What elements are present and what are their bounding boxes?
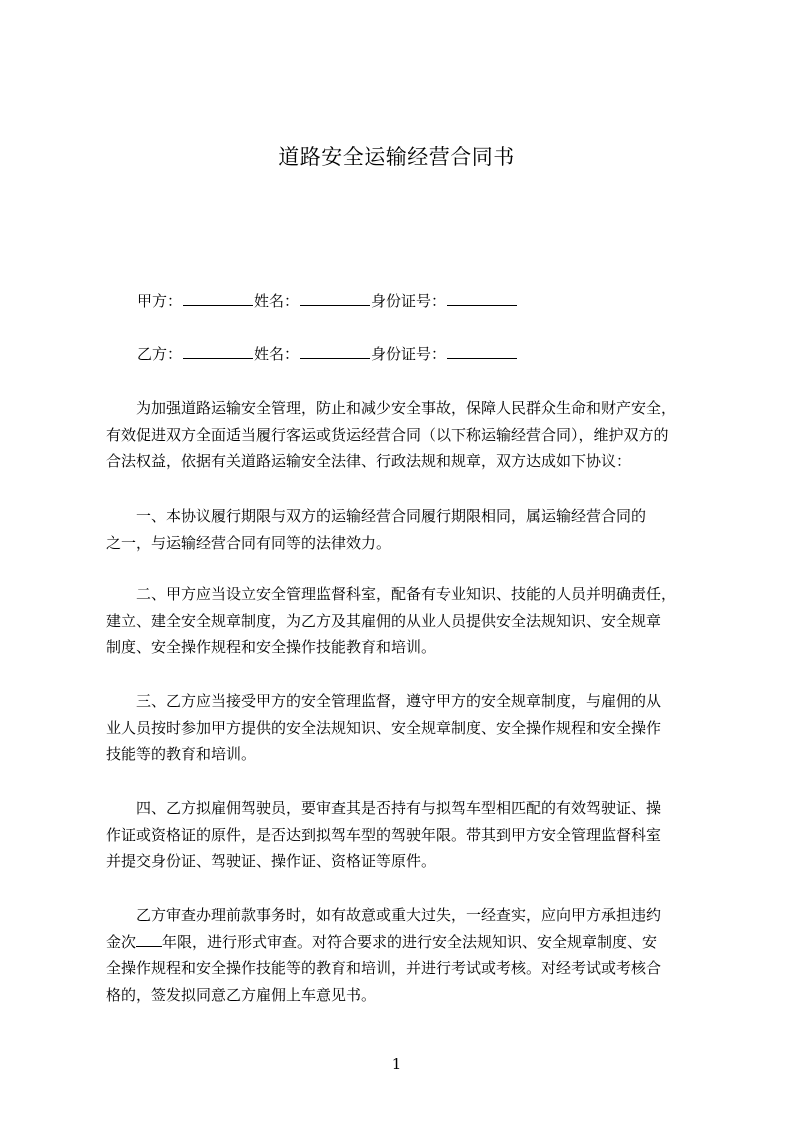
page-number: 1 [391,1055,402,1073]
paragraph-line: 为加强道路运输安全管理，防止和减少安全事故，保障人民群众生命和财产安全， [136,399,677,417]
paragraph-line: 合法权益，依据有关道路运输安全法律、行政法规和规章，双方达成如下协议： [106,452,632,470]
paragraph-line-start: 金次 [106,932,137,951]
paragraph-line: 建立、建全安全规章制度，为乙方及其雇佣的从业人员提供安全法规知识、安全规章 [106,611,662,630]
party-a-name-label: 姓名： [254,292,300,310]
document-title: 道路安全运输经营合同书 [278,145,515,169]
paragraph-line: 并提交身份证、驾驶证、操作证、资格证等原件。 [106,852,437,870]
paragraph-line: 技能等的教育和培训。 [106,745,257,763]
paragraph-line: 四、乙方拟雇佣驾驶员，要审查其是否持有与拟驾车型相匹配的有效驾驶证、操 [136,799,662,817]
paragraph-line-end: 年限，进行形式审查。对符合要求的进行安全法规知识、安全规章制度、安 [162,932,658,951]
paragraph-line: 有效促进双方全面适当履行客运或货运经营合同（以下称运输经营合同），维护双方的 [106,425,669,444]
paragraph-clause-1 [106,503,700,556]
paragraph-clause-4-supplement [106,902,700,1008]
paragraph-line: 全操作规程和安全操作技能等的教育和培训，并进行考试或考核。对经考试或考核合 [106,959,662,977]
paragraph-line: 格的，签发拟同意乙方雇佣上车意见书。 [106,985,377,1004]
paragraph-preamble [106,395,700,475]
party-a-line [137,291,518,311]
paragraph-line: 二、甲方应当设立安全管理监督科室，配备有专业知识、技能的人员并明确责任， [136,585,677,603]
paragraph-line: 三、乙方应当接受甲方的安全管理监督，遵守甲方的安全规章制度，与雇佣的从 [136,692,662,710]
party-b-name-blank [300,344,370,359]
party-b-label: 乙方： [137,345,183,363]
paragraph-line: 作证或资格证的原件，是否达到拟驾车型的驾驶年限。带其到甲方安全管理监督科室 [106,825,662,844]
party-b-line [137,344,518,364]
party-a-label: 甲方： [137,292,183,310]
party-b-blank [183,344,253,359]
party-b-id-label: 身份证号： [371,345,447,363]
party-b-id-blank [447,344,517,359]
paragraph-line: 业人员按时参加甲方提供的安全法规知识、安全规章制度、安全操作规程和安全操作 [106,718,662,737]
paragraph-line: 制度、安全操作规程和安全操作技能教育和培训。 [106,638,437,656]
party-a-name-blank [300,291,370,306]
paragraph-line: 之一，与运输经营合同有同等的法律效力。 [106,533,392,552]
party-a-blank [183,291,253,306]
party-a-id-label: 身份证号： [371,292,447,310]
paragraph-line: 乙方审查办理前款事务时，如有故意或重大过失，一经查实，应向甲方承担违约 [136,906,662,924]
years-blank [136,932,162,947]
party-a-id-blank [447,291,517,306]
paragraph-line: 一、本协议履行期限与双方的运输经营合同履行期限相同，属运输经营合同的 [136,507,647,525]
paragraph-clause-4 [106,795,700,875]
paragraph-line-with-blank [106,929,700,956]
paragraph-clause-2 [106,581,700,661]
paragraph-clause-3 [106,688,700,768]
party-b-name-label: 姓名： [254,345,300,363]
